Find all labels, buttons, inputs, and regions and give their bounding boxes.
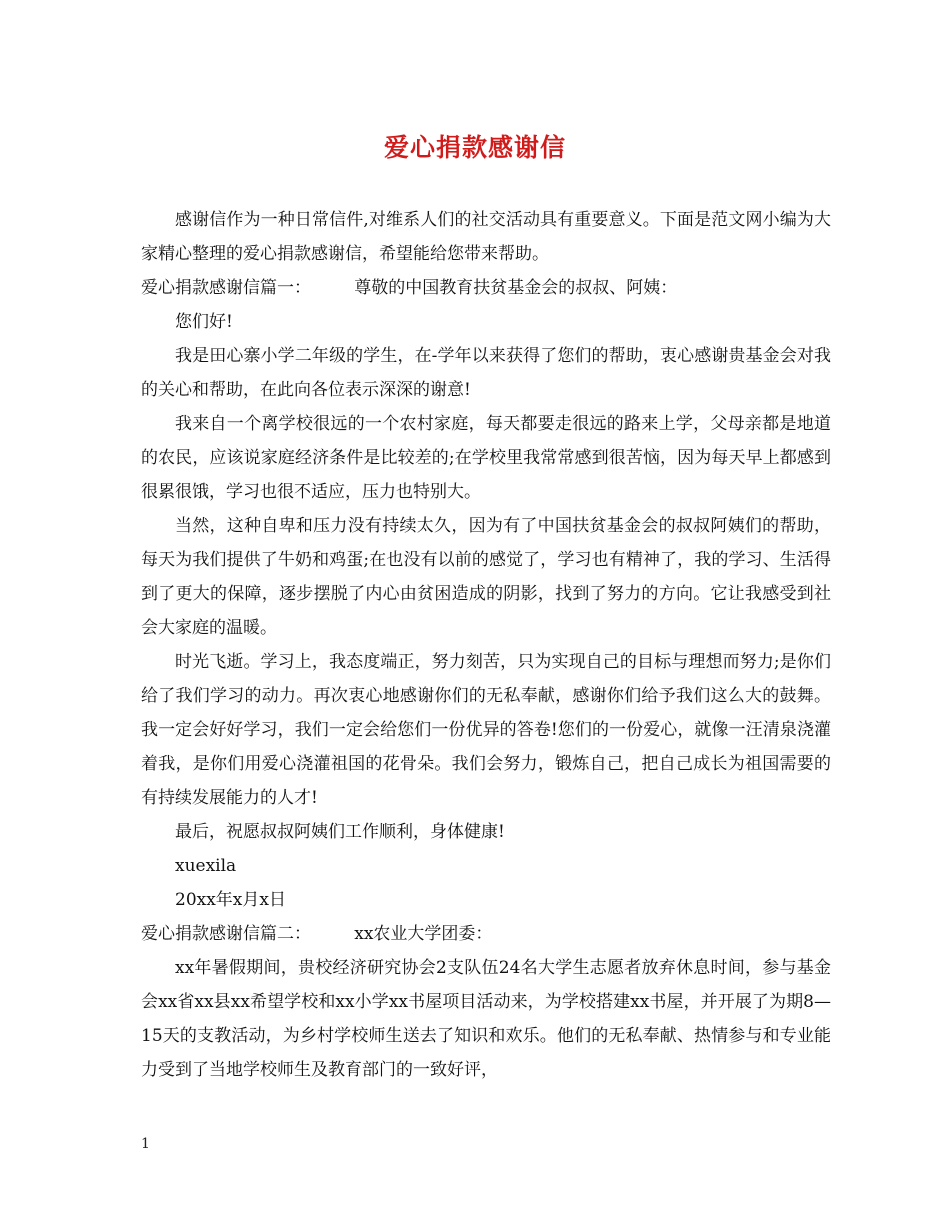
section-heading-one: 爱心捐款感谢信篇一： 尊敬的中国教育扶贫基金会的叔叔、阿姨：	[141, 278, 678, 298]
signature-name: xuexila	[175, 856, 237, 876]
paragraph-greeting: 您们好!	[175, 312, 233, 332]
paragraph-body: xx年暑假期间，贵校经济研究协会2支队伍24名大学生志愿者放弃休息时间，参与基金会xx省xx县xx希望学校和xx小学xx书屋项目活动来，为学校搭建xx书屋，并开展了为期8—15天的支教活动，为乡村学校师生送去了知识和欢乐。他们的无私奉献、热情参与和专业能力受到了当地学校师生及教育部门的一致好评，	[141, 958, 831, 1080]
paragraph-body: 时光飞逝。学习上，我态度端正，努力刻苦，只为实现自己的目标与理想而努力;是你们给了我们学习的动力。再次衷心地感谢你们的无私奉献，感谢你们给予我们这么大的鼓舞。我一定会好好学习，我们一定会给您们一份优异的答卷!您们的一份爱心，就像一汪清泉浇灌着我，是你们用爱心浇灌祖国的花骨朵。我们会努力，锻炼自己，把自己成长为祖国需要的有持续发展能力的人才!	[141, 652, 831, 808]
section-heading-two: 爱心捐款感谢信篇二： xx农业大学团委：	[141, 924, 493, 944]
paragraph-body: 我来自一个离学校很远的一个农村家庭，每天都要走很远的路来上学，父母亲都是地道的农民，应该说家庭经济条件是比较差的;在学校里我常常感到很苦恼，因为每天早上都感到很累很饿，学习也很不适应，压力也特别大。	[141, 414, 831, 502]
paragraph-body: 我是田心寨小学二年级的学生，在-学年以来获得了您们的帮助，衷心感谢贵基金会对我的关心和帮助，在此向各位表示深深的谢意!	[141, 346, 831, 400]
document-title: 爱心捐款感谢信	[383, 133, 566, 162]
signature-date: 20xx年x月x日	[175, 890, 286, 910]
paragraph-body: 当然，这种自卑和压力没有持续太久，因为有了中国扶贫基金会的叔叔阿姨们的帮助，每天为我们提供了牛奶和鸡蛋;在也没有以前的感觉了，学习也有精神了，我的学习、生活得到了更大的保障，逐步摆脱了内心由贫困造成的阴影，找到了努力的方向。它让我感受到社会大家庭的温暖。	[141, 516, 831, 638]
document-body	[141, 203, 831, 1087]
paragraph-intro: 感谢信作为一种日常信件,对维系人们的社交活动具有重要意义。下面是范文网小编为大家精心整理的爱心捐款感谢信，希望能给您带来帮助。	[141, 210, 831, 264]
page-number: 1	[141, 1136, 150, 1152]
paragraph-closing: 最后，祝愿叔叔阿姨们工作顺利，身体健康!	[175, 822, 505, 842]
